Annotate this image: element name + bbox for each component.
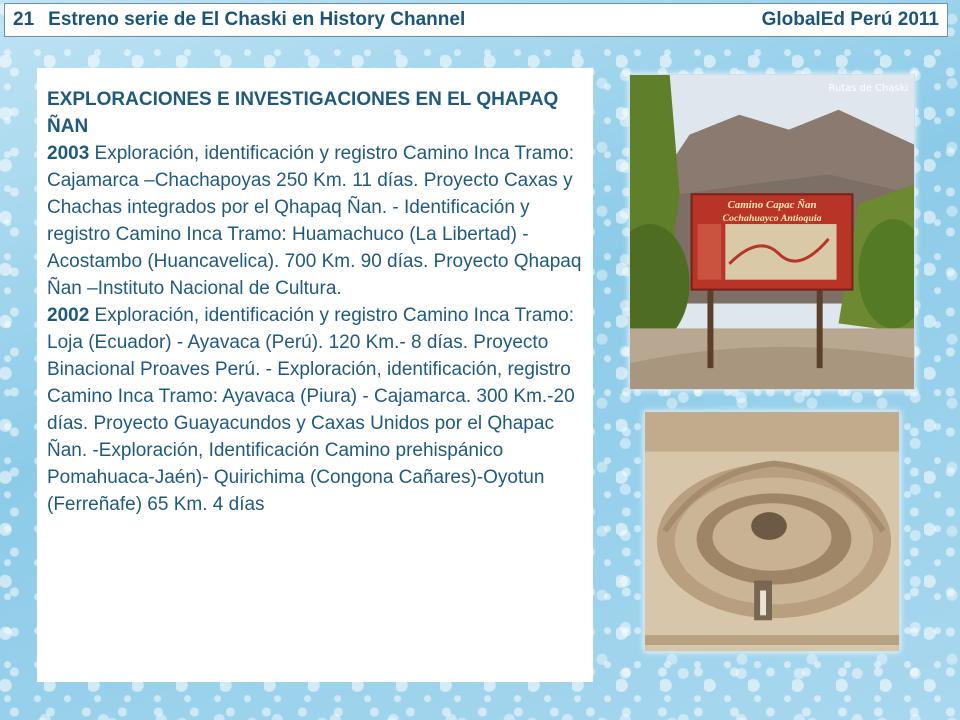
slide-title-bar xyxy=(4,3,948,37)
photo-capac-nan-sign xyxy=(629,74,915,390)
sign-line2: Cochahuayco Antioquia xyxy=(722,213,822,225)
section-heading: EXPLORACIONES E INVESTIGACIONES EN EL QHAPAQ ÑAN xyxy=(47,89,559,137)
sign-line1: Camino Capac Ñan xyxy=(727,199,817,212)
entry-year: 2003 xyxy=(47,143,90,164)
photo-watermark: Rutas de Chaski xyxy=(828,82,909,94)
entry-text: Exploración, identificación y registro Camino Inca Tramo: Loja (Ecuador) - Ayavaca (Perú). 120 Km.- 8 días. Proyecto Binacional Proaves Perú. - Exploración, identificación, registro Camino Inca Tramo: Ayavaca (Piura) - Cajamarca. 300 Km.-20 días. Proyecto Guayacundos y Caxas Unidos por el Qhapac Ñan. -Exploración, Identificación Camino prehispánico Pomahuaca-Jaén)- Quirichima (Congona Cañares)-Oyotun (Ferreñafe) 65 Km. 4 días xyxy=(47,305,575,515)
photo-circular-ruins xyxy=(644,411,900,652)
entry-year: 2002 xyxy=(47,305,90,326)
text-panel xyxy=(37,68,593,682)
slide-title: Estreno serie de El Chaski en History Channel xyxy=(48,9,466,30)
entry-2003 xyxy=(47,140,583,302)
org-year: GlobalEd Perú 2011 xyxy=(761,9,939,30)
slide-number: 21 xyxy=(13,9,35,30)
entry-2002 xyxy=(47,302,583,518)
ruins-illustration xyxy=(645,412,899,651)
sign-landscape-illustration xyxy=(630,75,914,389)
entry-text: Exploración, identificación y registro Camino Inca Tramo: Cajamarca –Chachapoyas 250 Km. 11 días. Proyecto Caxas y Chachas integrados por el Qhapaq Ñan. - Identificación y registro Camino Inca Tramo: Huamachuco (La Libertad) - Acostambo (Huancavelica). 700 Km. 90 días. Proyecto Qhapaq Ñan –Instituto Nacional de Cultura. xyxy=(47,143,582,299)
title-left xyxy=(13,9,479,31)
